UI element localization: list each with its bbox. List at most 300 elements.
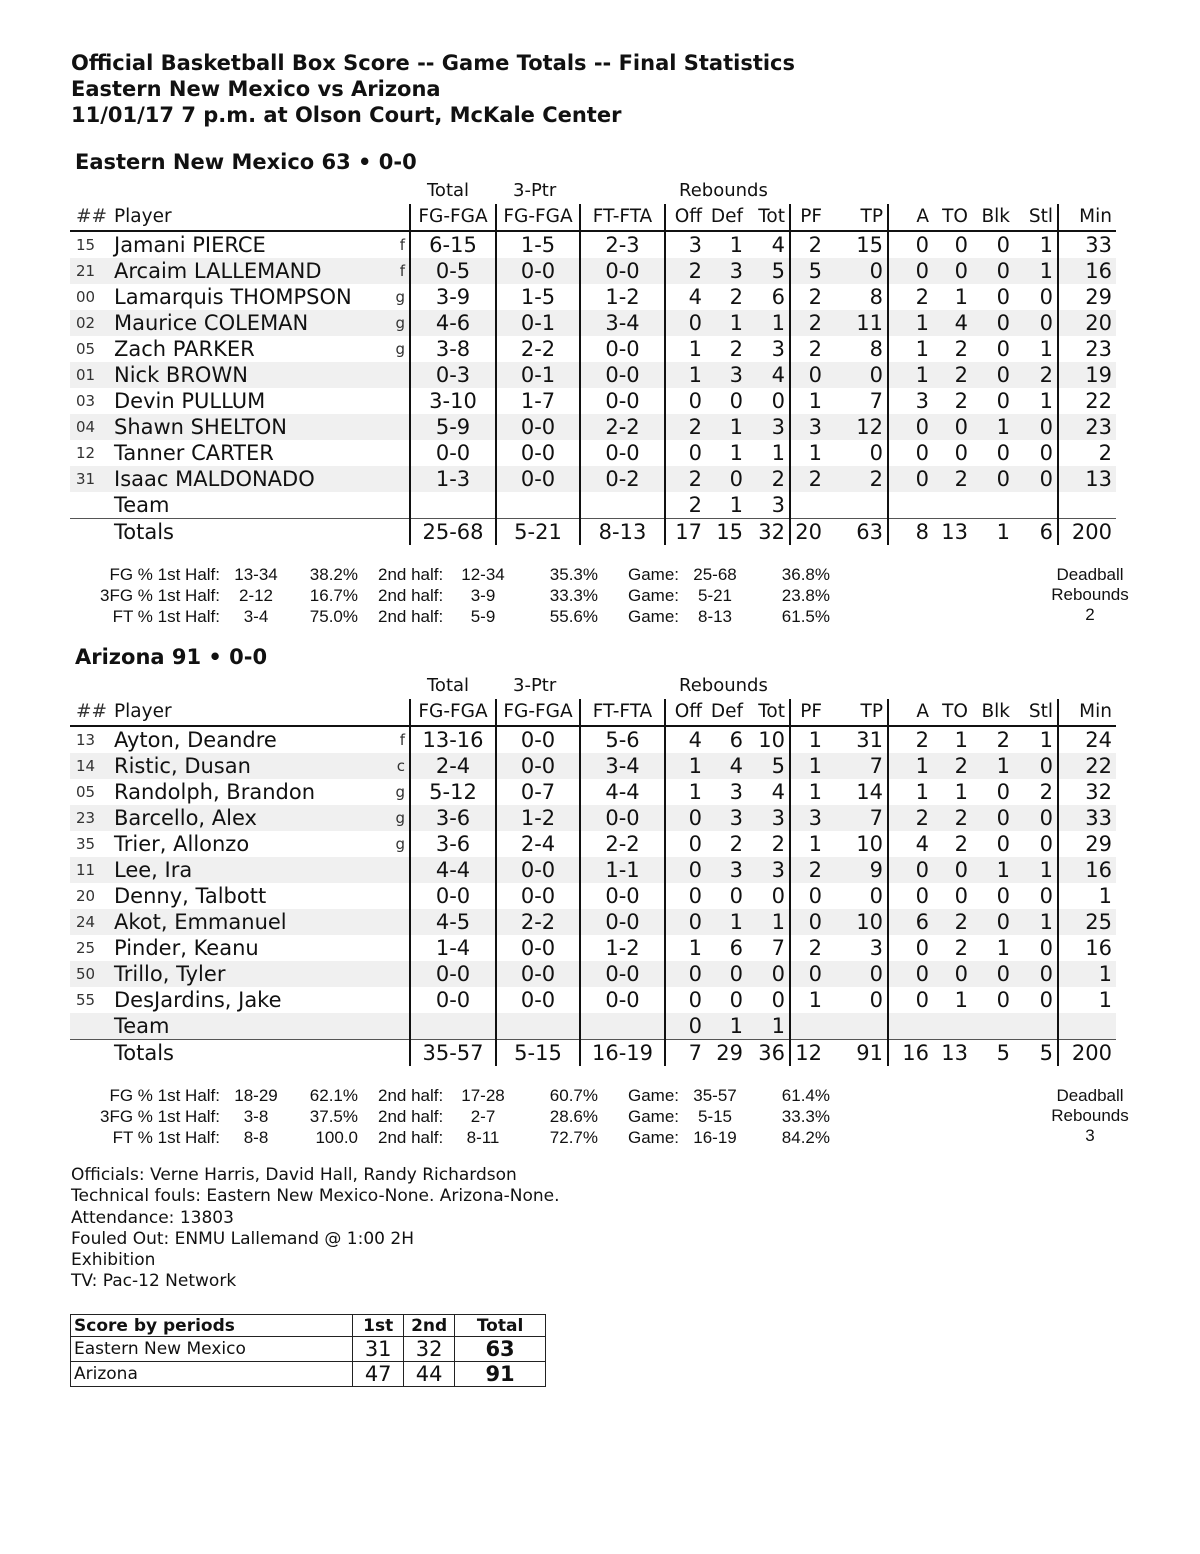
- cell-fg: 4-5: [410, 909, 496, 935]
- cell-pos: [392, 492, 410, 519]
- cell-tp: 31: [856, 728, 883, 752]
- cell-num: 23: [70, 805, 114, 831]
- group-header-total: Total: [427, 180, 470, 201]
- column-group-headers: [70, 180, 1116, 204]
- col-min: Min: [1058, 204, 1116, 231]
- total-name: Totals: [114, 519, 392, 546]
- cell-fg3: 1-7: [496, 388, 580, 414]
- percentage-row: [70, 1127, 870, 1148]
- pct-g: 5-21: [697, 586, 733, 605]
- col-a: A: [888, 204, 933, 231]
- cell-tp: 3: [869, 936, 883, 960]
- cell-fg: 2-4: [410, 753, 496, 779]
- cell-min: 25: [1058, 909, 1116, 935]
- cell-num: 12: [76, 444, 96, 462]
- pct-gp: 61.5%: [781, 607, 830, 626]
- cell-pf: 2: [790, 231, 826, 258]
- cell-num: 14: [70, 753, 114, 779]
- cell-min: 32: [1058, 779, 1116, 805]
- periods-label: Score by periods: [71, 1315, 353, 1337]
- cell-def: 1: [729, 493, 743, 517]
- cell-fg3: 0-7: [496, 779, 580, 805]
- group-header-total: Total: [427, 675, 470, 696]
- pct-gp: 61.4%: [781, 1086, 830, 1105]
- periods-row-enmu: [71, 1337, 546, 1362]
- cell-stl: 0: [1039, 988, 1053, 1012]
- cell-name: Maurice COLEMAN: [114, 310, 392, 336]
- game-date-venue: 11/01/17 7 p.m. at Olson Court, McKale Center: [71, 103, 622, 127]
- cell-name: Denny, Talbott: [114, 884, 267, 908]
- cell-min: 1: [1058, 961, 1116, 987]
- cell-blk: 0: [972, 466, 1014, 492]
- cell-a: 1: [888, 753, 933, 779]
- period-1-score: 31: [353, 1337, 404, 1362]
- cell-blk: 0: [996, 441, 1010, 465]
- cell-off: 1: [665, 362, 706, 388]
- player-row: [70, 987, 1116, 1013]
- cell-off: 0: [665, 1013, 706, 1040]
- group-header-rebounds: Rebounds: [679, 180, 768, 201]
- cell-def: 1: [729, 233, 743, 257]
- total-stl: 5: [1014, 1040, 1058, 1067]
- cell-to: 1: [954, 728, 968, 752]
- cell-blk: 0: [996, 988, 1010, 1012]
- total-num: [70, 519, 114, 546]
- cell-fg3: 0-0: [496, 440, 580, 466]
- cell-off: 0: [665, 440, 706, 466]
- player-row: [70, 726, 1116, 753]
- cell-blk: 0: [972, 805, 1014, 831]
- cell-fg: 3-9: [410, 284, 496, 310]
- col-tot: Tot: [747, 699, 790, 726]
- cell-fg: [410, 492, 496, 519]
- cell-fg3: 1-2: [496, 805, 580, 831]
- cell-to: 2: [933, 362, 972, 388]
- cell-name: Trillo, Tyler: [114, 961, 392, 987]
- cell-pos: f: [392, 258, 410, 284]
- col-min: Min: [1058, 699, 1116, 726]
- cell-pf: 2: [790, 935, 826, 961]
- col-ft: FT-FTA: [580, 699, 665, 726]
- cell-def: 0: [729, 988, 743, 1012]
- cell-stl: 1: [1014, 857, 1058, 883]
- cell-min: 16: [1058, 857, 1116, 883]
- player-rows: [70, 726, 1116, 1066]
- cell-pos: [392, 414, 410, 440]
- cell-blk: 1: [972, 753, 1014, 779]
- document-header: [71, 50, 795, 128]
- cell-ft: [580, 1013, 665, 1040]
- cell-stl: 1: [1014, 909, 1058, 935]
- player-row: [70, 466, 1116, 492]
- cell-blk: 1: [996, 936, 1010, 960]
- col-tp: TP: [826, 699, 888, 726]
- cell-blk: 0: [996, 285, 1010, 309]
- cell-def: 3: [706, 857, 747, 883]
- cell-def: 3: [706, 805, 747, 831]
- cell-pf: 2: [790, 310, 826, 336]
- cell-tp: 10: [856, 832, 883, 856]
- cell-num: 02: [70, 310, 114, 336]
- cell-a: 0: [888, 414, 933, 440]
- percentage-row: [70, 606, 870, 627]
- pct-h2p: 55.6%: [549, 607, 598, 626]
- col-to: TO: [933, 699, 972, 726]
- cell-off: 2: [665, 258, 706, 284]
- group-header-3ptr: 3-Ptr: [513, 675, 557, 696]
- cell-stl: 2: [1039, 780, 1053, 804]
- cell-tp: 9: [826, 857, 888, 883]
- cell-min: 24: [1058, 726, 1116, 753]
- cell-fg: 3-6: [410, 805, 496, 831]
- cell-min: 19: [1058, 362, 1116, 388]
- cell-name: DesJardins, Jake: [114, 988, 282, 1012]
- pct-glabel: Game:: [628, 607, 680, 626]
- pct-gp: 33.3%: [781, 1107, 830, 1126]
- cell-fg3: 0-0: [496, 414, 580, 440]
- cell-fg: 6-15: [410, 231, 496, 258]
- cell-min: 33: [1058, 231, 1116, 258]
- cell-ft: 0-0: [580, 258, 665, 284]
- total-to: 13: [933, 1040, 972, 1067]
- cell-to: 1: [954, 285, 968, 309]
- cell-to: 0: [954, 233, 968, 257]
- cell-tot: 3: [747, 857, 790, 883]
- col-fg3: FG-FGA: [496, 699, 580, 726]
- box-score-arizona: [70, 675, 1116, 1066]
- cell-min: 29: [1058, 831, 1116, 857]
- player-row: [70, 336, 1116, 362]
- cell-ft: 1-2: [580, 935, 665, 961]
- cell-num: 50: [70, 961, 114, 987]
- col-stl: Stl: [1014, 204, 1058, 231]
- percentage-row: [70, 1106, 870, 1127]
- cell-def: 4: [706, 753, 747, 779]
- cell-to: 2: [954, 389, 968, 413]
- pct-h2: 12-34: [461, 565, 505, 584]
- cell-stl: 0: [1014, 414, 1058, 440]
- pct-h2label: 2nd half:: [378, 1086, 444, 1105]
- cell-blk: [972, 492, 1014, 519]
- cell-pf: 2: [790, 336, 826, 362]
- cell-blk: 0: [996, 832, 1010, 856]
- period-1-header: 1st: [353, 1315, 404, 1337]
- cell-name: Tanner CARTER: [114, 441, 274, 465]
- cell-off: 0: [665, 805, 706, 831]
- cell-fg3: 0-0: [496, 883, 580, 909]
- cell-fg: 0-0: [410, 440, 496, 466]
- cell-pos: [392, 857, 410, 883]
- total-a: 16: [888, 1040, 933, 1067]
- cell-stl: 0: [1039, 285, 1053, 309]
- col-fg: FG-FGA: [410, 699, 496, 726]
- cell-name: Devin PULLUM: [114, 389, 266, 413]
- percentage-row: [70, 1085, 870, 1106]
- period-team: Arizona: [71, 1362, 353, 1387]
- cell-num: 05: [76, 783, 96, 801]
- cell-fg3: 1-5: [496, 231, 580, 258]
- player-row: [70, 805, 1116, 831]
- col-tot: Tot: [747, 204, 790, 231]
- player-row: [70, 492, 1116, 519]
- cell-stl: 0: [1014, 466, 1058, 492]
- cell-tot: 0: [771, 389, 785, 413]
- cell-pf: 2: [790, 857, 826, 883]
- cell-fg: 1-4: [410, 935, 496, 961]
- total-tp: 63: [826, 519, 888, 546]
- cell-def: 3: [706, 258, 747, 284]
- cell-pf: 0: [790, 909, 826, 935]
- cell-tot: 1: [771, 441, 785, 465]
- player-row: [70, 909, 1116, 935]
- cell-tp: 0: [826, 961, 888, 987]
- pct-h2: 5-9: [470, 607, 496, 626]
- cell-tot: 3: [747, 414, 790, 440]
- game-notes: [71, 1165, 560, 1293]
- cell-off: 1: [665, 779, 706, 805]
- cell-stl: [1014, 492, 1058, 519]
- cell-a: 0: [888, 440, 933, 466]
- team-title-enmu: Eastern New Mexico 63 • 0-0: [75, 150, 417, 174]
- cell-ft: 0-0: [580, 909, 665, 935]
- cell-ft: 3-4: [580, 753, 665, 779]
- cell-min: 22: [1058, 753, 1116, 779]
- cell-off: 2: [665, 492, 706, 519]
- col-num: ##: [70, 204, 114, 231]
- total-pos: [392, 1040, 410, 1067]
- player-row: [70, 414, 1116, 440]
- total-pf: 20: [790, 519, 826, 546]
- col-pf: PF: [790, 699, 826, 726]
- pct-h2: 3-9: [470, 586, 496, 605]
- cell-name: Zach PARKER: [114, 337, 255, 361]
- player-rows: [70, 231, 1116, 545]
- col-to: TO: [933, 204, 972, 231]
- cell-off: 4: [665, 726, 706, 753]
- cell-blk: 0: [996, 780, 1010, 804]
- cell-def: 0: [706, 961, 747, 987]
- player-row: [70, 284, 1116, 310]
- cell-blk: 0: [972, 310, 1014, 336]
- exhibition-note: Exhibition: [71, 1250, 156, 1271]
- cell-tot: 4: [747, 362, 790, 388]
- cell-pf: 1: [790, 987, 826, 1013]
- cell-to: 0: [954, 441, 968, 465]
- cell-name: Lee, Ira: [114, 857, 392, 883]
- cell-min: 29: [1058, 284, 1116, 310]
- deadball-rebounds-arizona: [1030, 1086, 1150, 1146]
- deadball-label-2: Rebounds: [1051, 1106, 1129, 1125]
- cell-num: 00: [76, 288, 96, 306]
- cell-off: 0: [665, 388, 706, 414]
- cell-ft: 0-0: [580, 388, 665, 414]
- cell-def: 1: [706, 414, 747, 440]
- cell-stl: 1: [1039, 728, 1053, 752]
- cell-a: 2: [888, 284, 933, 310]
- pct-glabel: Game:: [628, 1128, 680, 1147]
- pct-label: FG % 1st Half:: [109, 565, 220, 584]
- cell-a: 1: [888, 310, 933, 336]
- cell-fg: 5-12: [410, 779, 496, 805]
- cell-pf: 1: [790, 388, 826, 414]
- cell-stl: 0: [1039, 832, 1053, 856]
- col-blk: Blk: [972, 699, 1014, 726]
- cell-blk: 2: [996, 728, 1010, 752]
- cell-tp: 12: [826, 414, 888, 440]
- cell-fg3: 0-1: [496, 362, 580, 388]
- player-row: [70, 779, 1116, 805]
- cell-tp: 11: [826, 310, 888, 336]
- totals-row: [70, 1040, 1116, 1067]
- deadball-rebounds-enmu: [1030, 565, 1150, 625]
- cell-a: 0: [888, 231, 933, 258]
- cell-tot: 1: [747, 310, 790, 336]
- cell-fg3: 0-0: [496, 857, 580, 883]
- pct-h1p: 16.7%: [309, 586, 358, 605]
- cell-num: 21: [70, 258, 114, 284]
- total-min: 200: [1058, 1040, 1116, 1067]
- cell-pos: f: [399, 731, 405, 749]
- cell-pf: 1: [790, 779, 826, 805]
- cell-fg: 0-0: [410, 961, 496, 987]
- cell-tot: 2: [747, 466, 790, 492]
- pct-h2: 8-11: [466, 1128, 500, 1147]
- cell-off: 2: [665, 414, 706, 440]
- deadball-label-2: Rebounds: [1051, 585, 1129, 604]
- cell-num: [70, 1013, 114, 1040]
- pct-h1: 3-4: [243, 607, 269, 626]
- cell-def: 2: [729, 285, 743, 309]
- player-row: [70, 231, 1116, 258]
- cell-fg: 5-9: [410, 414, 496, 440]
- group-header-rebounds: Rebounds: [679, 675, 768, 696]
- cell-stl: 1: [1039, 233, 1053, 257]
- cell-num: 13: [76, 731, 96, 749]
- col-tp: TP: [826, 204, 888, 231]
- pct-label: 3FG % 1st Half:: [100, 1107, 220, 1126]
- cell-num: 24: [70, 909, 114, 935]
- cell-tot: 3: [771, 493, 785, 517]
- total-pos: [392, 519, 410, 546]
- cell-min: [1058, 1013, 1116, 1040]
- cell-tp: 0: [869, 884, 883, 908]
- fouled-out: Fouled Out: ENMU Lallemand @ 1:00 2H: [71, 1228, 414, 1249]
- cell-tot: 5: [747, 753, 790, 779]
- cell-def: 3: [729, 780, 743, 804]
- cell-pf: 1: [790, 753, 826, 779]
- cell-def: 1: [706, 310, 747, 336]
- cell-stl: 0: [1014, 805, 1058, 831]
- cell-ft: 1-1: [580, 857, 665, 883]
- pct-glabel: Game:: [628, 586, 680, 605]
- col-player: Player: [114, 699, 392, 726]
- player-row: [70, 883, 1116, 909]
- cell-fg: 13-16: [410, 726, 496, 753]
- cell-tp: 14: [856, 780, 883, 804]
- player-row: [70, 362, 1116, 388]
- technical-fouls: Technical fouls: Eastern New Mexico-None. Arizona-None.: [71, 1186, 560, 1207]
- cell-pos: [392, 1013, 410, 1040]
- cell-num: 31: [70, 466, 114, 492]
- period-2-header: 2nd: [404, 1315, 455, 1337]
- player-row: [70, 753, 1116, 779]
- cell-def: 1: [729, 441, 743, 465]
- cell-pf: 2: [790, 284, 826, 310]
- cell-min: 23: [1058, 336, 1116, 362]
- cell-off: 1: [665, 753, 706, 779]
- cell-off: 0: [665, 961, 706, 987]
- cell-tp: [826, 492, 888, 519]
- shooting-percentages-enmu: [70, 564, 870, 627]
- cell-ft: 4-4: [580, 779, 665, 805]
- pct-h1p: 75.0%: [309, 607, 358, 626]
- cell-ft: 0-0: [580, 362, 665, 388]
- cell-tot: 5: [747, 258, 790, 284]
- cell-a: 1: [888, 336, 933, 362]
- cell-num: 01: [70, 362, 114, 388]
- cell-tot: 0: [747, 961, 790, 987]
- pct-h2: 17-28: [461, 1086, 505, 1105]
- pct-h2p: 33.3%: [549, 586, 598, 605]
- cell-fg3: 2-2: [496, 909, 580, 935]
- pct-h1: 18-29: [234, 1086, 278, 1105]
- cell-off: 0: [665, 987, 706, 1013]
- cell-pos: g: [395, 835, 405, 853]
- cell-fg3: 0-0: [496, 935, 580, 961]
- table-header-row: [70, 699, 1116, 726]
- cell-to: 0: [933, 414, 972, 440]
- periods-row-arizona: [71, 1362, 546, 1387]
- total-def: 29: [706, 1040, 747, 1067]
- cell-off: 0: [665, 831, 706, 857]
- total-fg: 35-57: [410, 1040, 496, 1067]
- cell-stl: 1: [1039, 337, 1053, 361]
- cell-stl: 0: [1039, 884, 1053, 908]
- total-tot: 32: [747, 519, 790, 546]
- cell-tp: 7: [826, 753, 888, 779]
- cell-num: 20: [76, 887, 96, 905]
- period-2-score: 44: [404, 1362, 455, 1387]
- cell-blk: 0: [972, 961, 1014, 987]
- cell-name: Ristic, Dusan: [114, 753, 392, 779]
- cell-def: 1: [706, 1013, 747, 1040]
- cell-pf: 3: [790, 805, 826, 831]
- cell-fg3: [496, 1013, 580, 1040]
- total-ft: 8-13: [580, 519, 665, 546]
- cell-fg3: [496, 492, 580, 519]
- cell-def: 3: [706, 362, 747, 388]
- total-to: 13: [933, 519, 972, 546]
- pct-h2p: 35.3%: [549, 565, 598, 584]
- cell-tot: 6: [771, 285, 785, 309]
- pct-label: FT % 1st Half:: [112, 607, 220, 626]
- pct-h2p: 60.7%: [549, 1086, 598, 1105]
- pct-h1: 2-12: [238, 586, 274, 605]
- cell-a: 0: [888, 258, 933, 284]
- cell-stl: 1: [1039, 389, 1053, 413]
- cell-tp: 0: [826, 258, 888, 284]
- cell-a: 2: [888, 726, 933, 753]
- totals-row: [70, 519, 1116, 546]
- cell-ft: 2-2: [580, 414, 665, 440]
- cell-a: 0: [888, 935, 933, 961]
- cell-num: 11: [70, 857, 114, 883]
- cell-pf: [790, 492, 826, 519]
- cell-a: 0: [888, 987, 933, 1013]
- cell-tp: 15: [856, 233, 883, 257]
- cell-pf: 1: [790, 726, 826, 753]
- cell-off: 2: [665, 466, 706, 492]
